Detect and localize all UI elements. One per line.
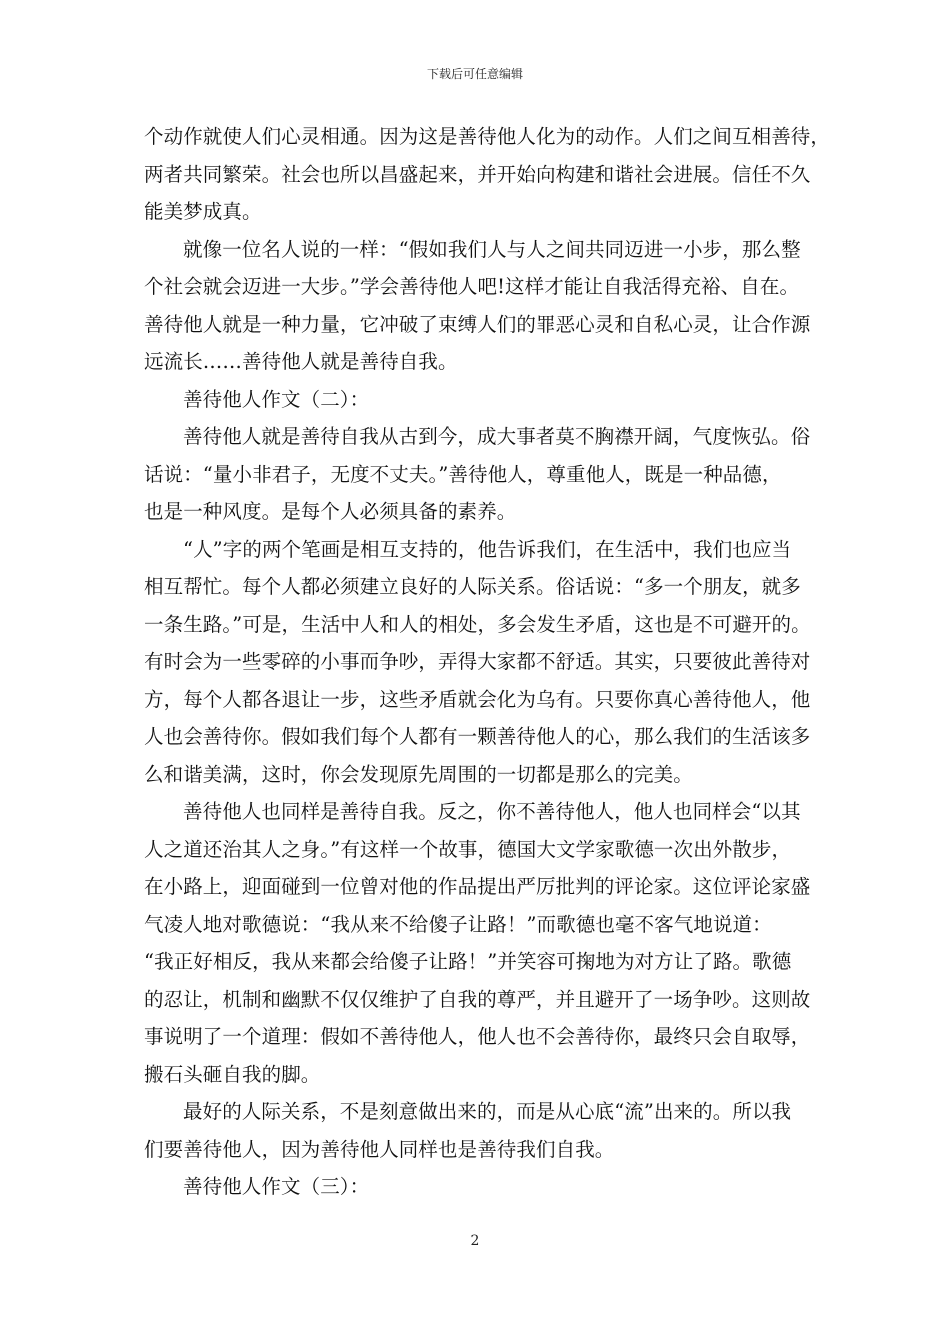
paragraph-start-line: 最好的人际关系，不是刻意做出来的，而是从心底“流”出来的。所以我 — [183, 1100, 792, 1123]
paragraph-start-line: 善待他人也同样是善待自我。反之，你不善待他人，他人也同样会“以其 — [183, 800, 801, 823]
text-line: 方，每个人都各退让一步，这些矛盾就会化为乌有。只要你真心善待他人，他 — [144, 687, 811, 711]
text-line: 人之道还治其人之身。”有这样一个故事，德国大文学家歌德一次出外散步， — [144, 837, 792, 861]
text-line: 事说明了一个道理：假如不善待他人，他人也不会善待你，最终只会自取辱， — [144, 1025, 811, 1048]
text-line: “我正好相反，我从来都会给傻子让路！”并笑容可掬地为对方让了路。歌德 — [144, 950, 792, 973]
text-line: 么和谐美满，这时，你会发现原先周围的一切都是那么的完美。 — [144, 762, 693, 786]
page-header: 下载后可任意编辑 — [426, 67, 523, 81]
text-line: 相互帮忙。每个人都必须建立良好的人际关系。俗话说：“多一个朋友，就多 — [144, 575, 801, 598]
text-line: 个社会就会迈进一大步。”学会善待他人吧!这样才能让自我活得充裕、自在。 — [144, 275, 800, 298]
text-line: 们要善待他人，因为善待他人同样也是善待我们自我。 — [144, 1137, 615, 1161]
paragraph-start-line: “人”字的两个笔画是相互支持的，他告诉我们，在生活中，我们也应当 — [183, 537, 792, 561]
text-line: 个动作就使人们心灵相通。因为这是善待他人化为的动作。人们之间互相善待， — [144, 125, 831, 148]
text-line: 有时会为一些零碎的小事而争吵，弄得大家都不舒适。其实，只要彼此善待对 — [144, 650, 811, 673]
text-line: 的忍让，机制和幽默不仅仅维护了自我的尊严，并且避开了一场争吵。这则故 — [144, 987, 811, 1011]
section-heading: 善待他人作文（三）： — [183, 1175, 370, 1198]
text-line: 一条生路。”可是，生活中人和人的相处，多会发生矛盾，这也是不可避开的。 — [144, 612, 811, 636]
text-line: 能美梦成真。 — [144, 200, 262, 223]
text-line: 善待他人就是一种力量，它冲破了束缚人们的罪恶心灵和自私心灵，让合作源 — [144, 312, 811, 336]
text-line: 话说：“量小非君子，无度不丈夫。”善待他人，尊重他人，既是一种品德， — [144, 462, 782, 486]
paragraph-start-line: 就像一位名人说的一样：“假如我们人与人之间共同迈进一小步，那么整 — [183, 237, 801, 261]
page-number: 2 — [470, 1233, 480, 1249]
text-line: 在小路上，迎面碰到一位曾对他的作品提出严厉批判的评论家。这位评论家盛 — [144, 875, 811, 898]
paragraph-start-line: 善待他人就是善待自我从古到今，成大事者莫不胸襟开阔，气度恢弘。俗 — [183, 425, 811, 448]
text-line: 两者共同繁荣。社会也所以昌盛起来，并开始向构建和谐社会进展。信任不久 — [144, 162, 811, 186]
text-line: 也是一种风度。是每个人必须具备的素养。 — [144, 500, 517, 523]
section-heading: 善待他人作文（二）： — [183, 387, 370, 411]
text-line: 人也会善待你。假如我们每个人都有一颗善待他人的心，那么我们的生活该多 — [144, 725, 811, 748]
text-line: 远流长……善待他人就是善待自我。 — [144, 350, 458, 373]
text-line: 搬石头砸自我的脚。 — [144, 1062, 321, 1086]
document-body — [144, 118, 831, 1206]
text-line: 气凌人地对歌德说：“我从来不给傻子让路！”而歌德也毫不客气地说道： — [144, 912, 772, 936]
